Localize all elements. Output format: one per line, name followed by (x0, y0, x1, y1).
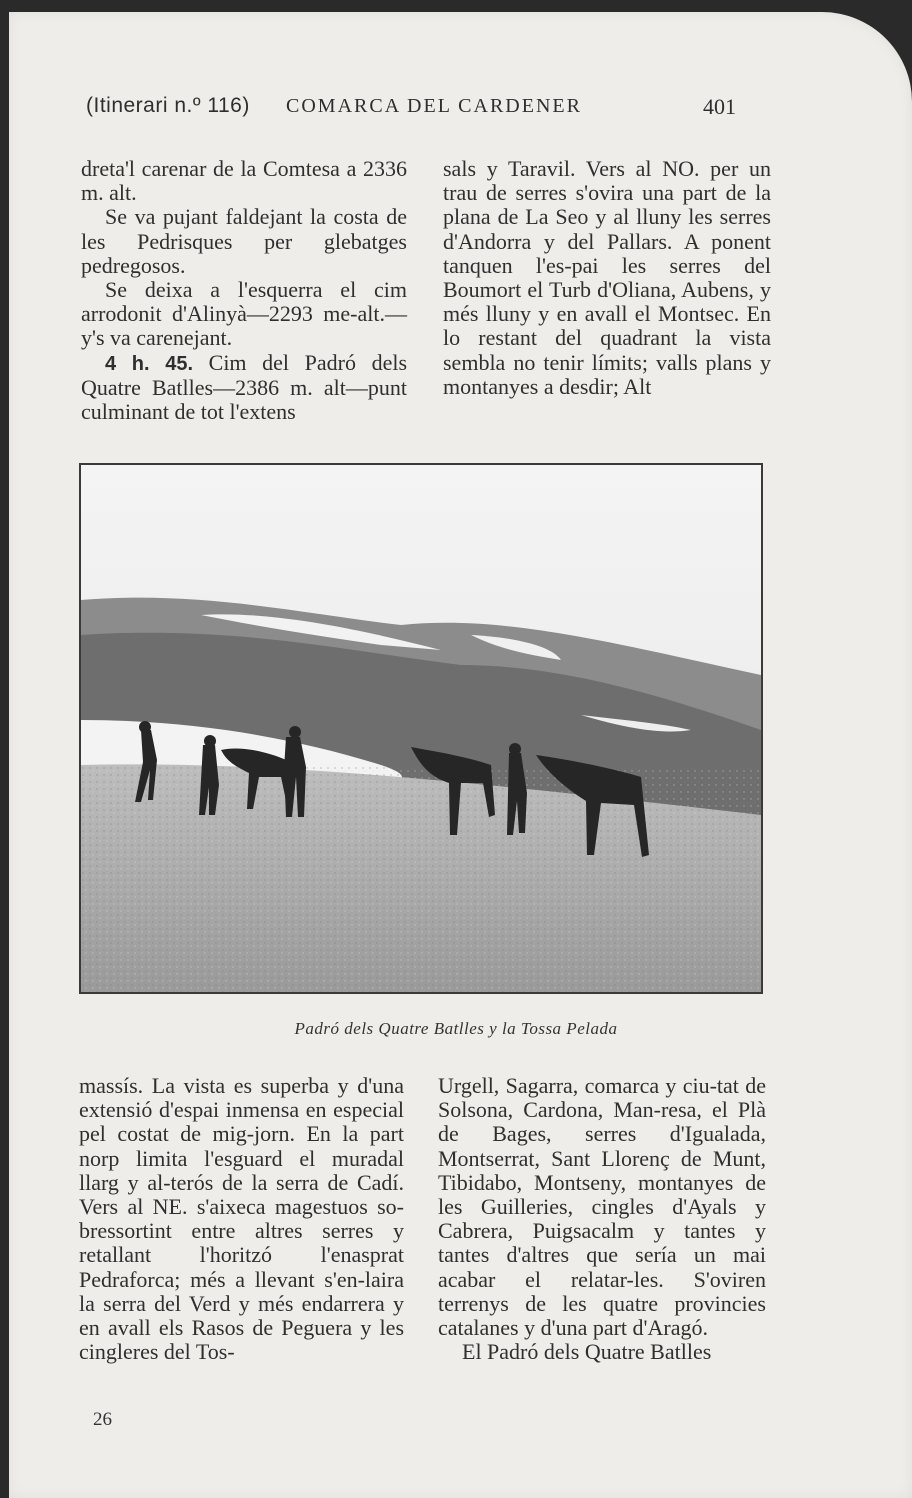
paragraph (81, 351, 407, 425)
signature-mark: 26 (93, 1409, 112, 1430)
text-column-top-right (443, 157, 771, 399)
paragraph: dreta'l carenar de la Comtesa a 2336 m. alt. (81, 156, 407, 206)
paragraph: sals y Taravil. Vers al NO. per un trau de serres s'ovira una part de la plana de La Seo y al lluny les serres d'Andorra y del Pallars. A ponent tanquen l'es-pai les serres del Boumort el Turb d'Oliana, Aubens, y més lluny y en avall el Montsec. En lo restant del quadrant la vista sembla no tenir límits; valls plans y montanyes a desdir; Alt (443, 156, 771, 399)
photo-caption: Padró dels Quatre Batlles y la Tossa Pelada (294, 1019, 618, 1038)
photo-illustration (81, 465, 761, 992)
text-column-top-left (81, 157, 407, 424)
paragraph-text: Cim del Padró dels Quatre Batlles—2386 m. alt—punt culminant de tot l'extens (81, 349, 408, 425)
time-marker: 4 h. 45. (105, 352, 194, 375)
paragraph: Se deixa a l'esquerra el cim arrodonit d'Alinyà—2293 me-alt.—y's va carenejant. (81, 277, 407, 351)
text-column-bottom-right (438, 1074, 766, 1364)
text-column-bottom-left (79, 1074, 404, 1364)
page-number: 401 (703, 94, 736, 119)
paragraph: Se va pujant faldejant la costa de les Pedrisques per glebatges pedregosos. (81, 204, 407, 278)
running-header (86, 94, 736, 124)
section-title: COMARCA DEL CARDENER (286, 95, 582, 117)
landscape-photograph (79, 463, 763, 994)
paragraph: Urgell, Sagarra, comarca y ciu-tat de Solsona, Cardona, Man-resa, el Plà de Bages, serres d'Igualada, Montserrat, Sant Llorenç de Munt, Tibidabo, Montseny, montanyes de les Guilleries, cingles d'Ayals y Cabrera, Puigsacalm y tantes y tantes d'altres que sería un mai acabar el relatar-les. S'oviren terrenys de les quatre provincies catalanes y d'una part d'Aragó. (438, 1073, 766, 1341)
itinerary-reference: (Itinerari n.º 116) (86, 94, 250, 117)
paragraph: massís. La vista es superba y d'una extensió d'espai inmensa en especial pel costat de mig-jorn. En la part norp limita l'esguard el muradal llarg y al-terós de la serra de Cadí. Vers al NE. s'aixeca magestuos so-bressortint entre altres serres y retallant l'horitzó l'enasprat Pedraforca; més a llevant s'en-laira la serra del Verd y més endarrera y en avall els Rasos de Peguera y les cingleres del Tos- (79, 1073, 404, 1365)
paragraph: El Padró dels Quatre Batlles (462, 1339, 712, 1365)
